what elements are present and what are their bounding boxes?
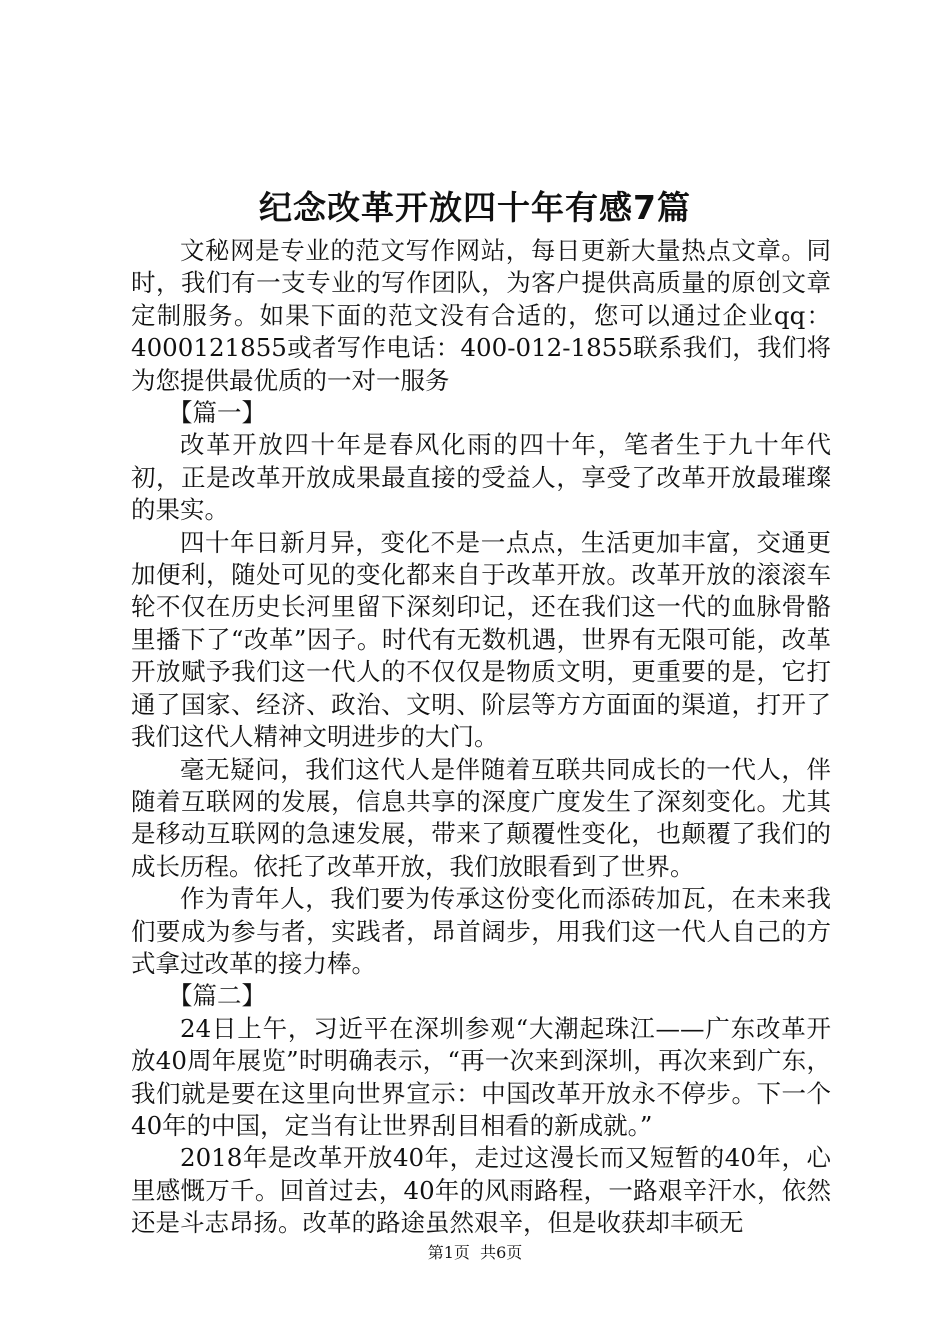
section-heading-1: 【篇一】 xyxy=(168,398,266,428)
intro-paragraph: 文秘网是专业的范文写作网站，每日更新大量热点文章。同时，我们有一支专业的写作团队，为客户提供高质量的原创文章定制服务。如果下面的范文没有合适的，您可以通过企业qq：4000121855或者写作电话：400-012-1855联系我们，我们将为您提供最优质的一对一服务 xyxy=(131,236,831,395)
paragraph: 24日上午，习近平在深圳参观“大潮起珠江——广东改革开放40周年展览”时明确表示，“再一次来到深圳，再次来到广东，我们就是要在这里向世界宣示：中国改革开放永不停步。下一个40年的中国，定当有让世界刮目相看的新成就。” xyxy=(131,1013,831,1140)
page-footer xyxy=(0,1241,950,1265)
paragraph: 毫无疑问，我们这代人是伴随着互联共同成长的一代人，伴随着互联网的发展，信息共享的深度广度发生了深刻变化。尤其是移动互联网的急速发展，带来了颠覆性变化，也颠覆了我们的成长历程。依托了改革开放，我们放眼看到了世界。 xyxy=(131,754,831,881)
paragraph: 2018年是改革开放40年，走过这漫长而又短暂的40年，心里感慨万千。回首过去，40年的风雨路程，一路艰辛汗水，依然还是斗志昂扬。改革的路途虽然艰辛，但是收获却丰硕无 xyxy=(131,1143,831,1238)
page-number: 第1页 xyxy=(427,1243,470,1262)
section-heading-2: 【篇二】 xyxy=(168,981,266,1011)
page-total: 共6页 xyxy=(480,1243,523,1262)
paragraph: 四十年日新月异，变化不是一点点，生活更加丰富，交通更加便利，随处可见的变化都来自于改革开放。改革开放的滚滚车轮不仅在历史长河里留下深刻印记，还在我们这一代的血脉骨骼里播下了“改革”因子。时代有无数机遇，世界有无限可能，改革开放赋予我们这一代人的不仅仅是物质文明，更重要的是，它打通了国家、经济、政治、文明、阶层等方方面面的渠道，打开了我们这代人精神文明进步的大门。 xyxy=(131,527,831,752)
document-title: 纪念改革开放四十年有感7篇 xyxy=(259,188,691,227)
paragraph: 作为青年人，我们要为传承这份变化而添砖加瓦，在未来我们要成为参与者，实践者，昂首阔步，用我们这一代人自己的方式拿过改革的接力棒。 xyxy=(131,884,831,978)
paragraph: 改革开放四十年是春风化雨的四十年，笔者生于九十年代初，正是改革开放成果最直接的受益人，享受了改革开放最璀璨的果实。 xyxy=(131,430,831,525)
document-body xyxy=(131,235,831,1240)
footer-spacer xyxy=(470,1243,480,1262)
